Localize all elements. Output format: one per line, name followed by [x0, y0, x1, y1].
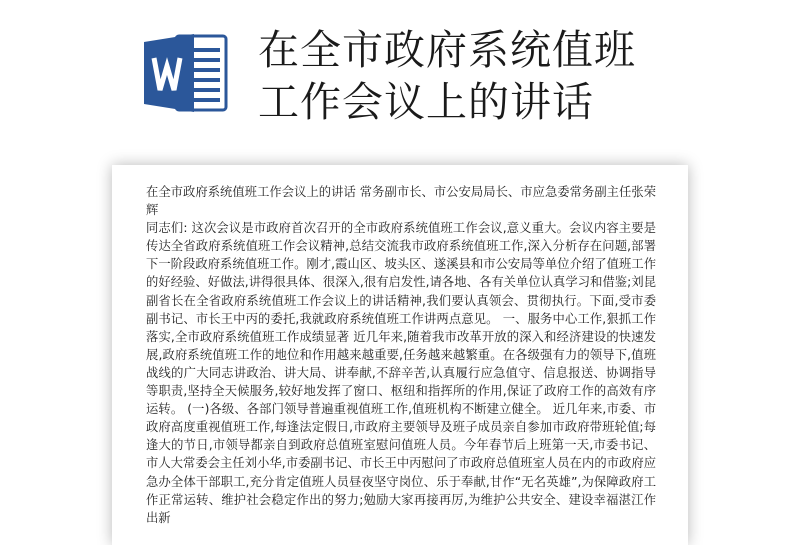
document-body: 同志们: 这次会议是市政府首次召开的全市政府系统值班工作会议,意义重大。会议内容主要是传达全省政府系统值班工作会议精神,总结交流我市政府系统值班工作,深入分析存在问题,部署下一阶段政府系统值班工作。刚才,霞山区、坡头区、遂溪县和市公安局等单位介绍了值班工作的好经验、好做法,讲得很具体、很深入,很有启发性,请各地、各有关单位认真学习和借鉴;刘昆副省长在全省政府系统值班工作会议上的讲话精神,我们要认真领会、贯彻执行。下面,受市委副书记、市长王中丙的委托,我就政府系统值班工作讲两点意见。 一、服务中心工作,狠抓工作落实,全市政府系统值班工作成绩显著 近几年来,随着我市改革开放的深入和经济建设的快速发展,政府系统值班工作的地位和作用越来越重要,任务越来越繁重。在各级强有力的领导下,值班战线的广大同志讲政治、讲大局、讲奉献,不辞辛苦,认真履行应急值守、信息报送、协调指导等职责,坚持全天候服务,较好地发挥了窗口、枢纽和指挥所的作用,保证了政府工作的高效有序运转。 (一)各级、各部门领导普遍重视值班工作,值班机构不断建立健全。 近几年来,市委、市政府高度重视值班工作,每逢法定假日,市政府主要领导及班子成员亲自参加市政府带班轮值;每逢大的节日,市领导都亲自到政府总值班室慰问值班人员。今年春节后上班第一天,市委书记、市人大常委会主任刘小华,市委副书记、市长王中丙慰问了市政府总值班室人员在内的市政府应急办全体干部职工,充分肯定值班人员昼夜坚守岗位、乐于奉献,甘作“无名英雄”,为保障政府工作正常运转、维护社会稳定作出的努力;勉励大家再接再厉,为维护公共安全、建设幸福湛江作出新: [146, 221, 656, 525]
title-line-2: 工作会议上的讲话: [258, 78, 594, 126]
word-document-icon: [140, 28, 230, 118]
title-line-1: 在全市政府系统值班: [258, 26, 636, 74]
page-title: [258, 24, 778, 128]
document-page-preview: [112, 165, 688, 545]
document-text: [146, 183, 656, 527]
document-heading: 在全市政府系统值班工作会议上的讲话 常务副市长、市公安局局长、市应急委常务副主任张荣辉: [146, 185, 656, 218]
